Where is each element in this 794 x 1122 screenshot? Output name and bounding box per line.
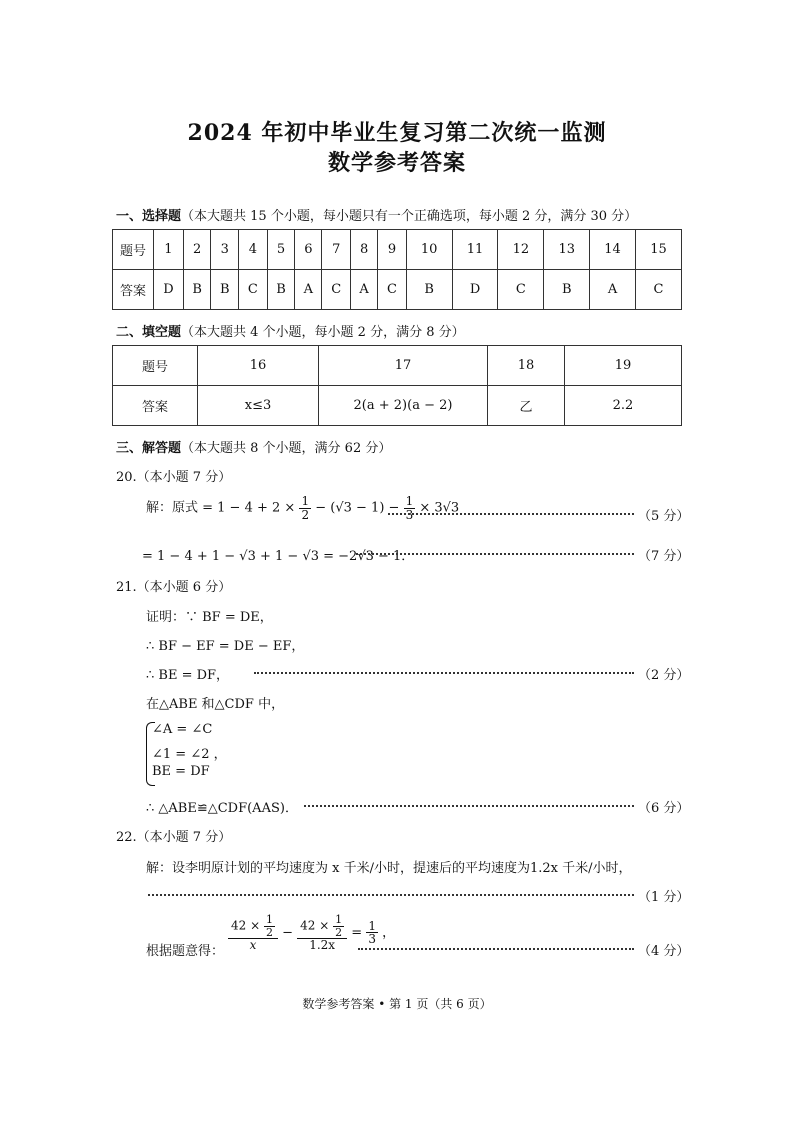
dotted-leader: [358, 948, 634, 950]
q22-left-den: x: [249, 938, 257, 953]
mc-answer-row: [113, 270, 682, 310]
fraction-numerator: 1: [335, 913, 343, 926]
mc-number-cell: 9: [378, 230, 407, 270]
mc-answer-cell: B: [211, 270, 239, 310]
mc-number-cell: 15: [635, 230, 681, 270]
q20-line1: [146, 495, 459, 521]
fraction-numerator: [297, 914, 347, 939]
q20-line2: = 1 − 4 + 1 − √3 + 1 − √3 = −2√3 − 1．: [142, 549, 415, 564]
fb-answer-cell: 乙: [488, 386, 565, 426]
fb-row-header-number: 题号: [113, 346, 198, 386]
q20-score-1: （5 分）: [638, 509, 690, 524]
q21-line2: ∴ BF − EF = DE − EF，: [146, 639, 305, 654]
q22-inner-half: [333, 914, 344, 938]
q21-line4: 在△ABE 和△CDF 中，: [146, 697, 285, 712]
mc-number-row: [113, 230, 682, 270]
q21-line3: ∴ BE = DF，: [146, 668, 230, 683]
fraction-denominator: 2: [335, 925, 343, 939]
q22-equation: [228, 914, 395, 952]
q22-score-1: （1 分）: [638, 890, 690, 905]
q22-score-2: （4 分）: [638, 944, 690, 959]
section3-heading: [116, 437, 391, 456]
mc-answer-cell: D: [452, 270, 498, 310]
q20-fraction-half: [299, 495, 311, 521]
q21-system-line2: ∠1 = ∠2 ，: [152, 747, 227, 762]
mc-number-cell: 3: [211, 230, 239, 270]
fraction-numerator: [228, 914, 278, 939]
doc-title-line2: 数学参考答案: [327, 150, 466, 176]
q22-header: 22.（本小题 7 分）: [116, 830, 232, 845]
q21-line1: 证明：∵ BF = DE，: [146, 610, 273, 625]
fb-number-row: [113, 346, 682, 386]
mc-number-cell: 13: [544, 230, 590, 270]
fb-number-cell: 16: [198, 346, 319, 386]
dotted-leader: [254, 672, 634, 674]
mc-number-cell: 14: [590, 230, 636, 270]
mc-number-cell: 8: [351, 230, 378, 270]
mc-answer-cell: A: [351, 270, 378, 310]
q20-header: 20.（本小题 7 分）: [116, 470, 232, 485]
q22-right-num-text: 42 ×: [300, 918, 330, 933]
q20-line1-prefix: 解：原式 = 1 − 4 + 2 ×: [146, 500, 296, 516]
section2-note: （本大题共 4 个小题，每小题 2 分，满分 8 分）: [181, 325, 465, 340]
mc-answer-cell: D: [154, 270, 184, 310]
fraction-denominator: 2: [265, 925, 273, 939]
fb-answer-cell: 2(a + 2)(a − 2): [319, 386, 488, 426]
fb-answer-cell: 2.2: [565, 386, 682, 426]
mc-number-cell: 12: [498, 230, 544, 270]
mc-number-cell: 7: [322, 230, 351, 270]
fraction-denominator: [228, 939, 278, 952]
q20-score-2: （7 分）: [638, 549, 690, 564]
mc-row-header-answer: 答案: [113, 270, 154, 310]
fraction-denominator: 3: [368, 932, 376, 947]
mc-answer-cell: B: [544, 270, 590, 310]
q20-fraction-third: [404, 495, 416, 521]
mc-number-cell: 11: [452, 230, 498, 270]
q21-header: 21.（本小题 6 分）: [116, 580, 232, 595]
q21-line5: ∴ △ABE≌△CDF(AAS)．: [146, 801, 298, 816]
q22-inner-half: [264, 914, 275, 938]
q22-line2-label: 根据题意得：: [146, 944, 225, 959]
mc-answer-cell: C: [239, 270, 268, 310]
q22-minus: −: [282, 925, 294, 941]
q20-line1-suffix: × 3√3: [419, 500, 460, 516]
mc-answer-cell: A: [590, 270, 636, 310]
mc-answer-cell: C: [378, 270, 407, 310]
section1-heading: [116, 205, 637, 224]
fb-row-header-answer: 答案: [113, 386, 198, 426]
q21-score-2: （6 分）: [638, 801, 690, 816]
mc-number-cell: 5: [267, 230, 295, 270]
mc-answer-cell: A: [295, 270, 322, 310]
mc-number-cell: 10: [406, 230, 452, 270]
mc-number-cell: 1: [154, 230, 184, 270]
q22-line1: 解：设李明原计划的平均速度为 x 千米/小时，提速后的平均速度为1.2x 千米/小时，: [146, 861, 632, 876]
q22-fraction-right: [297, 914, 347, 952]
q22-left-num-text: 42 ×: [231, 918, 261, 933]
q21-system-line1: ∠A = ∠C: [152, 722, 213, 737]
dotted-leader: [148, 894, 634, 896]
fraction-denominator: [297, 939, 347, 952]
mc-answer-cell: C: [635, 270, 681, 310]
section1-note: （本大题共 15 个小题，每小题只有一个正确选项，每小题 2 分，满分 30 分）: [181, 209, 638, 224]
q21-score-1: （2 分）: [638, 668, 690, 683]
fb-number-cell: 19: [565, 346, 682, 386]
q22-tail: ，: [382, 925, 396, 941]
q20-line1-mid: − (√3 − 1) −: [315, 500, 400, 516]
q22-right-den: 1.2x: [309, 938, 336, 953]
fb-answer-cell: x≤3: [198, 386, 319, 426]
section1-label: 一、选择题: [116, 209, 182, 224]
q22-fraction-rhs: [366, 920, 378, 946]
mc-answer-cell: B: [183, 270, 211, 310]
q22-fraction-left: [228, 914, 278, 952]
multiple-choice-answer-table: [112, 229, 682, 310]
fb-answer-row: [113, 386, 682, 426]
fraction-numerator: 1: [368, 918, 376, 933]
fraction-numerator: 1: [301, 494, 310, 508]
doc-title-line1: 2024 年初中毕业生复习第二次统一监测: [187, 120, 607, 146]
mc-number-cell: 6: [295, 230, 322, 270]
dotted-leader: [356, 553, 634, 555]
fraction-numerator: 1: [405, 494, 414, 508]
q21-system-line3: BE = DF: [152, 764, 210, 779]
mc-answer-cell: C: [322, 270, 351, 310]
fraction-denominator: 2: [301, 507, 310, 522]
section2-heading: [116, 321, 465, 340]
fraction-denominator: 3: [405, 507, 414, 522]
section3-label: 三、解答题: [116, 441, 182, 456]
mc-answer-cell: B: [267, 270, 295, 310]
section2-label: 二、填空题: [116, 325, 182, 340]
mc-row-header-number: 题号: [113, 230, 154, 270]
dotted-leader: [304, 805, 634, 807]
section3-note: （本大题共 8 个小题，满分 62 分）: [181, 441, 392, 456]
page-footer: 数学参考答案 • 第 1 页（共 6 页）: [302, 997, 492, 1011]
mc-answer-cell: C: [498, 270, 544, 310]
fill-blank-answer-table: [112, 345, 682, 426]
mc-answer-cell: B: [406, 270, 452, 310]
mc-number-cell: 2: [183, 230, 211, 270]
mc-number-cell: 4: [239, 230, 268, 270]
q22-equals: =: [351, 925, 363, 941]
fb-number-cell: 18: [488, 346, 565, 386]
fraction-numerator: 1: [265, 913, 273, 926]
dotted-leader: [388, 513, 634, 515]
fb-number-cell: 17: [319, 346, 488, 386]
